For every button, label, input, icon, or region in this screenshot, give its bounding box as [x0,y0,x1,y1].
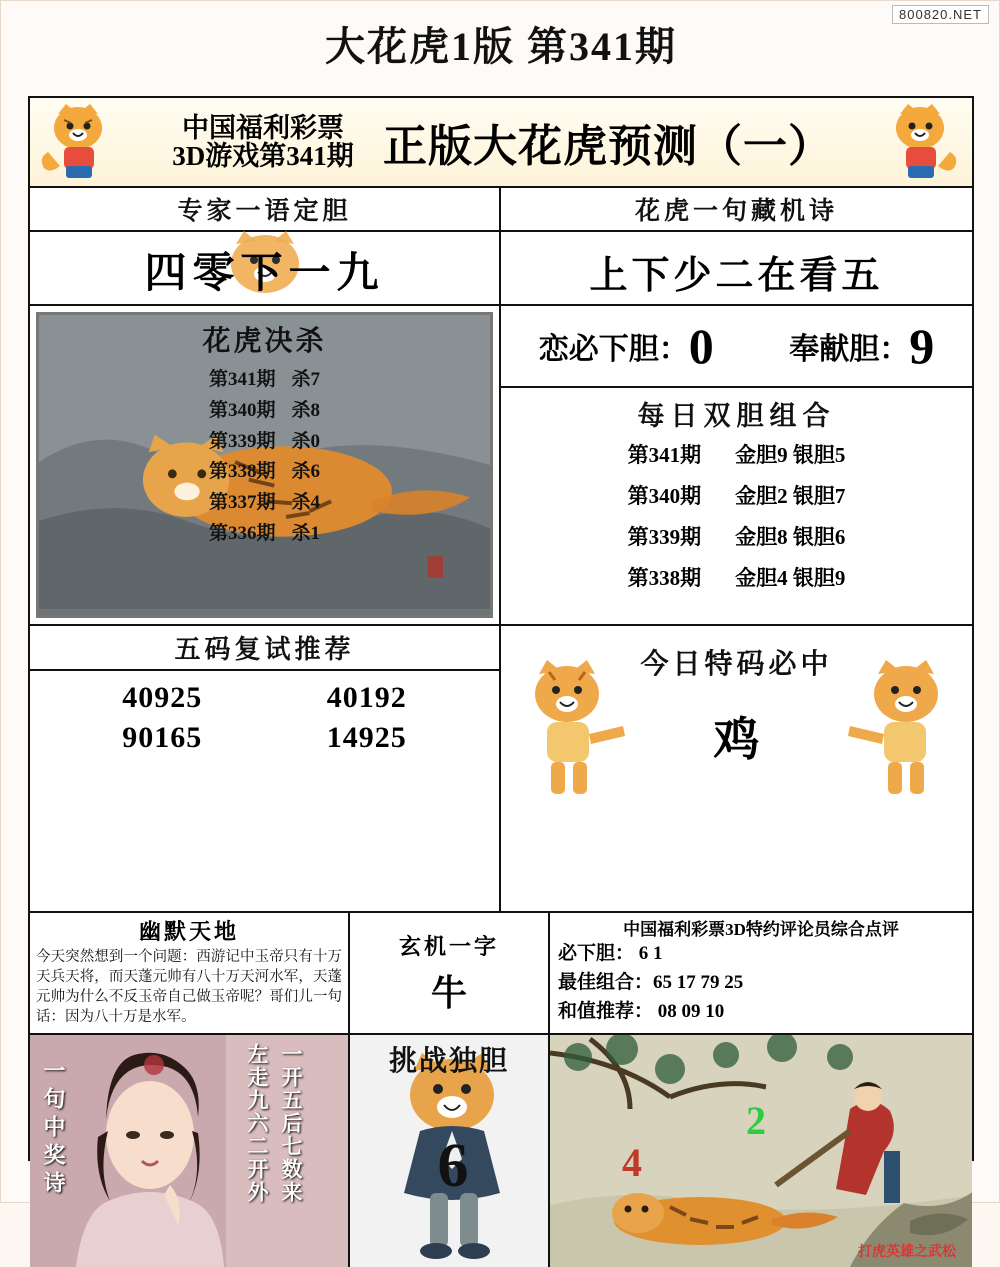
middle-band [30,911,972,1033]
combo-row [501,558,972,599]
kill-rows [39,365,490,550]
scene-signature: 打虎英雄之武松 [858,1245,956,1260]
banner-line1: 中国福利彩票 [182,112,344,143]
combo-value: 金胆2 银胆7 [735,483,846,508]
kill-value: 杀4 [291,492,321,514]
dan-left-value: 0 [688,318,714,374]
today-special-word: 鸡 [713,714,760,765]
kill-value: 杀6 [291,461,321,483]
dan-left [539,317,714,375]
tiger-mascot-icon [850,102,970,182]
kill-value: 杀1 [291,522,321,544]
challenge-title: 挑战独胆 [388,1046,509,1077]
five-code-value: 40925 [122,681,203,714]
wusong-painting [550,1035,972,1267]
five-code-value: 14925 [326,721,407,754]
riddle-block [350,913,550,1033]
dan-right [789,317,934,375]
kill-row [39,365,490,396]
kill-row [39,396,490,427]
poem-caption: 花虎一句藏机诗 [501,188,972,232]
banner-text [158,100,848,184]
kill-row [39,457,490,488]
poem-block [501,188,972,306]
scene-number-left: 4 [622,1140,642,1185]
banner-line2: 3D游戏第341期 [172,141,354,171]
kill-value: 杀8 [291,399,321,421]
beauty-vertical-title: 一句中奖诗 [41,1059,66,1199]
five-code-value: 90165 [122,721,203,754]
kill-issue: 第339期 [208,430,276,452]
humor-block [30,913,350,1033]
dan-right-value: 9 [909,318,935,374]
banner-subtitle [158,114,368,171]
kill-value: 杀0 [291,430,321,452]
riddle-word: 牛 [430,973,467,1013]
kill-row [39,519,490,550]
combo-value: 金胆8 银胆6 [735,524,846,549]
beauty-vertical-line2: 一开五后七数来 [279,1043,303,1204]
five-code-block [30,626,499,776]
left-column [30,188,501,911]
beauty-vertical-line1: 左走九六二开外 [245,1043,269,1204]
today-special-caption: 今日特码必中 [640,649,833,680]
humor-text: 今天突然想到一个问题：西游记中玉帝只有十万天兵天将，而天蓬元帅有八十万天河水军，天蓬元帅为什么不反玉帝自己做玉帝呢？哥们儿一句话：因为八十万是水军。 [36,949,342,1025]
kill-issue: 第341期 [208,369,276,390]
kill-title: 花虎决杀 [202,326,327,357]
tiger-mascot-icon [828,654,968,804]
expert-review-row: 和值推荐： 08 09 10 [558,1000,725,1022]
dan-right-label: 奉献胆： [789,333,910,366]
watermark: 800820.NET [892,5,989,24]
combo-block [501,388,972,626]
kill-row [39,488,490,519]
five-code-value: 40192 [326,681,407,714]
riddle-title: 玄机一字 [398,934,499,959]
kill-issue: 第337期 [208,492,276,514]
expert-dan-block [30,188,499,306]
banner [30,98,972,188]
kill-row [39,427,490,458]
five-code-caption: 五码复试推荐 [30,626,499,671]
kill-panel [36,312,493,618]
combo-issue: 第339期 [627,524,702,549]
combo-issue: 第340期 [627,483,702,508]
kill-issue: 第340期 [208,399,276,421]
main-grid [30,188,972,911]
banner-main-title: 正版大花虎预测（一） [383,122,833,171]
combo-value: 金胆9 银胆5 [735,443,846,467]
combo-row [501,517,972,558]
dan-left-label: 恋必下胆： [538,333,689,366]
combo-issue: 第338期 [627,565,702,590]
kill-block [30,306,499,626]
expert-review-row: 最佳组合：65 17 79 25 [558,971,744,993]
combo-caption: 每日双胆组合 [637,401,836,431]
scene-number-right: 2 [746,1098,766,1143]
combo-issue: 第341期 [627,443,702,467]
combo-value: 金胆4 银胆9 [735,565,846,590]
kill-issue: 第338期 [208,461,276,483]
today-special-block [501,626,972,826]
dan-pair-block [501,306,972,388]
expert-dan-caption: 专家一语定胆 [30,188,499,232]
challenge-number: 6 [437,1132,469,1200]
page-title: 大花虎1版 第341期 [325,24,677,69]
poem-line: 上下少二在看五 [589,255,884,297]
bottom-band [30,1033,972,1267]
five-code-grid [30,671,499,755]
challenge-block [350,1035,550,1267]
beauty-image-block [30,1035,350,1267]
tiger-mascot-icon [32,102,152,182]
humor-title: 幽默天地 [138,919,239,944]
expert-dan-numbers: 四零下一九 [144,251,385,297]
expert-review-row: 必下胆： 6 1 [558,943,663,964]
right-column [501,188,972,911]
scene-block [550,1035,972,1267]
tiger-mascot-icon [505,654,645,804]
expert-review-block [550,913,972,1033]
expert-review-title: 中国福利彩票3D特约评论员综合点评 [623,920,899,939]
lottery-sheet [28,96,974,1260]
kill-value: 杀7 [291,369,321,390]
combo-row [501,435,972,476]
kill-issue: 第336期 [208,522,276,544]
combo-row [501,476,972,517]
